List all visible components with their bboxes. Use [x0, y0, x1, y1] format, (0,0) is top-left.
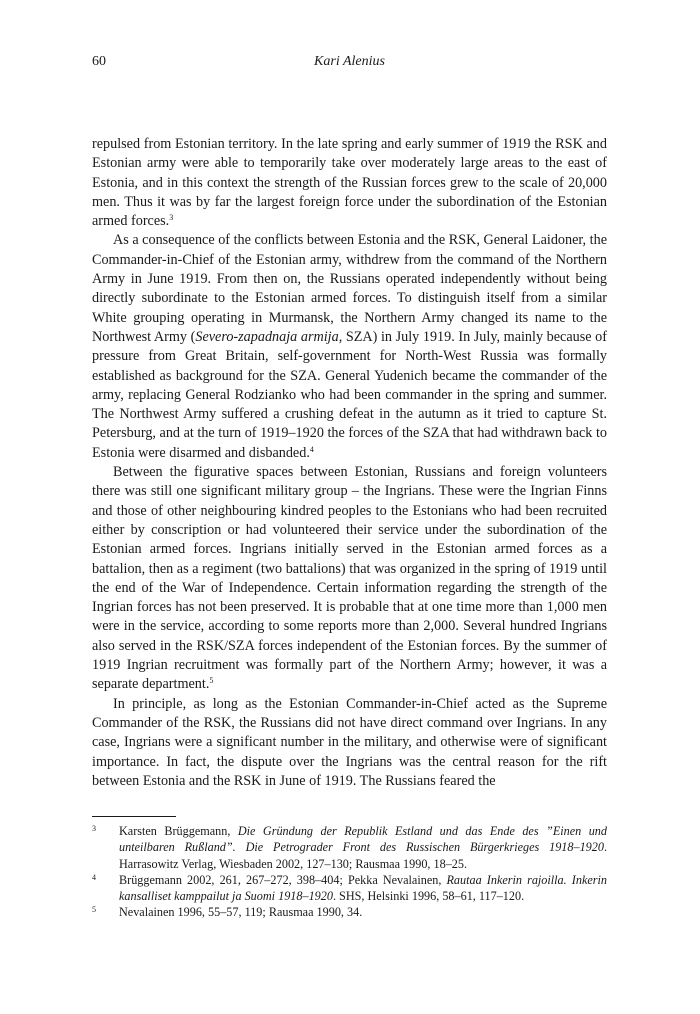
- text-run: Karsten Brüggemann,: [119, 824, 238, 839]
- footnote-reference: 5: [209, 676, 214, 686]
- paragraph: [92, 463, 607, 695]
- text-run: , SZA) in July 1919. In July, mainly because of pressure from Great Britain, self-government for North-West Russia was formally established as background for the SZA. General Yudenich became the commander of the army, replacing General Rodzianko who had been commander in the spring and summer. The Northwest Army suffered a crushing defeat in the autumn as it tried to capture St. Petersburg, and at the turn of 1919–1920 the forces of the SZA that had withdrawn back to Estonia were disarmed and disbanded.: [92, 328, 607, 461]
- running-head: [92, 54, 607, 76]
- text-run: In principle, as long as the Estonian Commander-in-Chief acted as the Supreme Commander of the RSK, the Russians did not have direct command over Ingrians. In any case, Ingrians were a significant number in the military, and otherwise were of significant importance. In fact, the dispute over the Ingrians was the central reason for the rift between Estonia and the RSK in June of 1919. The Russians feared the: [92, 695, 607, 789]
- italic-text: Die Gründung der Republik Estland und das Ende des ”Einen und unteilbaren Rußland”. Die Petrograder Front des Russischen Bürgerkrieges 1918–1920: [119, 824, 607, 855]
- paragraph: [92, 231, 607, 463]
- paragraph: [92, 135, 607, 231]
- body-text: [92, 135, 607, 791]
- italic-text: Severo-zapadnaja armija: [195, 328, 339, 345]
- footnote-separator: [92, 816, 176, 817]
- footnote: [92, 823, 607, 872]
- running-head-author: Kari Alenius: [314, 54, 385, 69]
- paragraph: [92, 695, 607, 791]
- text-run: Between the figurative spaces between Estonian, Russians and foreign volunteers there was still one significant military group – the Ingrians. These were the Ingrian Finns and those of other neighbouring kindred peoples to the Estonians who had been recruited either by conscription or had volunteered their service under the subordination of the Estonian armed forces. Ingrians initially served in the Estonian armed forces as a battalion, then as a regiment (two battalions) that was organized in the spring of 1919 until the end of the War of Independence. Certain information regarding the strength of the Ingrian forces has not been preserved. It is probable that at one time more than 1,000 men were in the service, according to some reports more than 2,000. Several hundred Ingrians also served in the RSK/SZA forces independent of the Estonian forces. By the summer of 1919 Ingrian recruitment was formally part of the Northern Army; however, it was a separate department.: [92, 464, 607, 693]
- text-run: Brüggemann 2002, 261, 267–272, 398–404; Pekka Nevalainen,: [119, 872, 447, 887]
- text-run: As a consequence of the conflicts between Estonia and the RSK, General Laidoner, the Commander-in-Chief of the Estonian army, withdrew from the command of the Northern Army in June 1919. From then on, the Russians operated independently without being directly subordinate to the Estonian armed forces. To distinguish itself from a similar White grouping operating in Murmansk, the Northern Army changed its name to the Northwest Army (: [92, 232, 607, 345]
- footnote-number: 3: [92, 824, 96, 834]
- book-page: [92, 54, 607, 920]
- footnote-reference: 3: [169, 213, 174, 223]
- footnote: [92, 904, 607, 920]
- text-run: . SHS, Helsinki 1996, 58–61, 117–120.: [332, 888, 525, 903]
- footnote-number: 5: [92, 905, 96, 915]
- italic-text: Rautaa Inkerin rajoilla. Inkerin kansalliset kamppailut ja Suomi 1918–1920: [119, 872, 607, 903]
- footnote: [92, 872, 607, 904]
- text-run: repulsed from Estonian territory. In the late spring and early summer of 1919 the RSK and Estonian army were able to temporarily take over moderately large areas to the east of Estonia, and in this context the strength of the Russian forces grew to the scale of 20,000 men. Thus it was by far the largest foreign force under the subordination of the Estonian armed forces.: [92, 136, 607, 230]
- text-run: . Harrasowitz Verlag, Wiesbaden 2002, 127–130; Rausmaa 1990, 18–25.: [119, 840, 607, 871]
- footnotes: [92, 823, 607, 920]
- footnote-number: 4: [92, 872, 96, 882]
- text-run: Nevalainen 1996, 55–57, 119; Rausmaa 1990, 34.: [119, 905, 363, 920]
- footnote-reference: 4: [309, 444, 314, 454]
- page-number: 60: [92, 54, 106, 69]
